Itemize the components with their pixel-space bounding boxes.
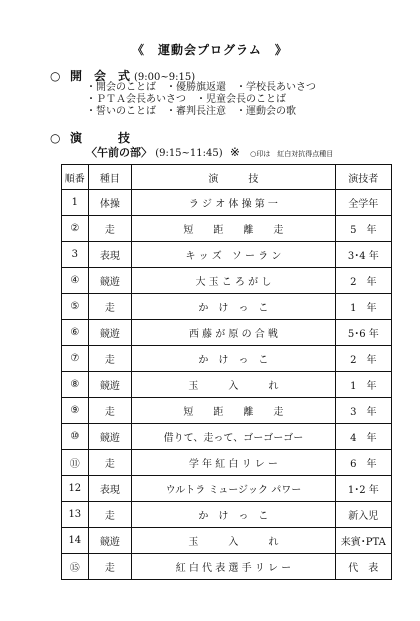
event-cell: か け っ こ — [132, 346, 335, 372]
table-row — [62, 476, 392, 502]
event-cell: か け っ こ — [132, 502, 335, 528]
table-header-row — [62, 165, 392, 190]
morning-session-label: 〈午前の部〉 — [86, 146, 152, 159]
performers-cell: 2 年 — [335, 346, 391, 372]
performers-cell: 代 表 — [335, 554, 391, 580]
event-cell: 西 藤 が 原 の 合 戦 — [132, 320, 335, 346]
table-row — [62, 372, 392, 398]
order-cell: 1 — [62, 190, 89, 216]
performers-cell: 3･4 年 — [335, 242, 391, 268]
order-cell: ⑪ — [62, 450, 89, 476]
table-row — [62, 502, 392, 528]
order-cell: ⑨ — [62, 398, 89, 424]
table-row — [62, 294, 392, 320]
circle-bullet-icon: ○ — [50, 131, 61, 145]
event-cell: ラ ジ オ 体 操 第 一 — [132, 190, 335, 216]
performers-cell: 4 年 — [335, 424, 391, 450]
table-row — [62, 242, 392, 268]
opening-ceremony-items — [86, 82, 316, 118]
category-cell: 競遊 — [88, 372, 132, 398]
category-cell: 表現 — [88, 242, 132, 268]
order-cell: ⑮ — [62, 554, 89, 580]
performers-cell: 全学年 — [335, 190, 391, 216]
event-cell: 短 距 離 走 — [132, 398, 335, 424]
category-cell: 走 — [88, 346, 132, 372]
category-cell: 競遊 — [88, 320, 132, 346]
order-cell: 13 — [62, 502, 89, 528]
performers-cell: 6 年 — [335, 450, 391, 476]
event-cell: ウルトラ ミュージック パワー — [132, 476, 335, 502]
performances-title: 演 技 — [70, 131, 131, 145]
table-row — [62, 268, 392, 294]
program-table — [61, 164, 392, 580]
column-header-event: 演 技 — [132, 165, 335, 190]
table-row — [62, 398, 392, 424]
category-cell: 体操 — [88, 190, 132, 216]
performers-cell: 来賓･PTA — [335, 528, 391, 554]
event-cell: 玉 入 れ — [132, 372, 335, 398]
table-row — [62, 528, 392, 554]
table-row — [62, 450, 392, 476]
category-cell: 競遊 — [88, 424, 132, 450]
order-cell: ⑥ — [62, 320, 89, 346]
reference-mark-icon: ※ — [229, 145, 240, 159]
order-cell: ⑦ — [62, 346, 89, 372]
category-cell: 走 — [88, 294, 132, 320]
table-row — [62, 320, 392, 346]
page-title: 《 運動会プログラム 》 — [132, 43, 288, 57]
category-cell: 走 — [88, 398, 132, 424]
performers-cell: 2 年 — [335, 268, 391, 294]
event-cell: キ ッ ズ ソ ー ラ ン — [132, 242, 335, 268]
performers-cell: 1 年 — [335, 372, 391, 398]
event-cell: 短 距 離 走 — [132, 216, 335, 242]
category-cell: 競遊 — [88, 268, 132, 294]
table-row — [62, 424, 392, 450]
circle-bullet-icon: ○ — [50, 69, 61, 83]
order-cell: ⑧ — [62, 372, 89, 398]
morning-session-time: (9:15~11:45) — [155, 148, 223, 159]
performers-cell: 5･6 年 — [335, 320, 391, 346]
category-cell: 走 — [88, 216, 132, 242]
scoring-note: ○印は 紅白対抗得点種目 — [250, 150, 334, 158]
column-header-order: 順番 — [62, 165, 89, 190]
opening-item-line: ・開会のことば ・優勝旗返還 ・学校長あいさつ — [86, 82, 316, 93]
table-row — [62, 216, 392, 242]
order-cell: 14 — [62, 528, 89, 554]
event-cell: か け っ こ — [132, 294, 335, 320]
opening-ceremony-title: 開 会 式 — [70, 69, 131, 83]
event-cell: 借りて、走って、ゴーゴーゴー — [132, 424, 335, 450]
opening-item-line: ・ＰＴＡ会長あいさつ ・児童会長のことば — [86, 94, 286, 105]
order-cell: ④ — [62, 268, 89, 294]
event-cell: 紅 白 代 表 選 手 リ レ ー — [132, 554, 335, 580]
order-cell: ⑩ — [62, 424, 89, 450]
table-row — [62, 554, 392, 580]
order-cell: 3 — [62, 242, 89, 268]
opening-ceremony-time: (9:00~9:15) — [134, 72, 196, 83]
event-cell: 大 玉 こ ろ が し — [132, 268, 335, 294]
order-cell: ⑤ — [62, 294, 89, 320]
performers-cell: 1 年 — [335, 294, 391, 320]
category-cell: 走 — [88, 450, 132, 476]
order-cell: 12 — [62, 476, 89, 502]
table-row — [62, 190, 392, 216]
opening-item-line: ・誓いのことば ・審判長注意 ・運動会の歌 — [86, 106, 296, 117]
order-cell: ② — [62, 216, 89, 242]
performers-cell: 5 年 — [335, 216, 391, 242]
event-cell: 玉 入 れ — [132, 528, 335, 554]
category-cell: 表現 — [88, 476, 132, 502]
category-cell: 走 — [88, 554, 132, 580]
performers-cell: 1･2 年 — [335, 476, 391, 502]
column-header-performers: 演技者 — [335, 165, 391, 190]
table-row — [62, 346, 392, 372]
performers-cell: 3 年 — [335, 398, 391, 424]
event-cell: 学 年 紅 白 リ レ ー — [132, 450, 335, 476]
morning-session-line — [86, 144, 333, 160]
performers-cell: 新入児 — [335, 502, 391, 528]
column-header-category: 種目 — [88, 165, 132, 190]
category-cell: 競遊 — [88, 528, 132, 554]
category-cell: 走 — [88, 502, 132, 528]
